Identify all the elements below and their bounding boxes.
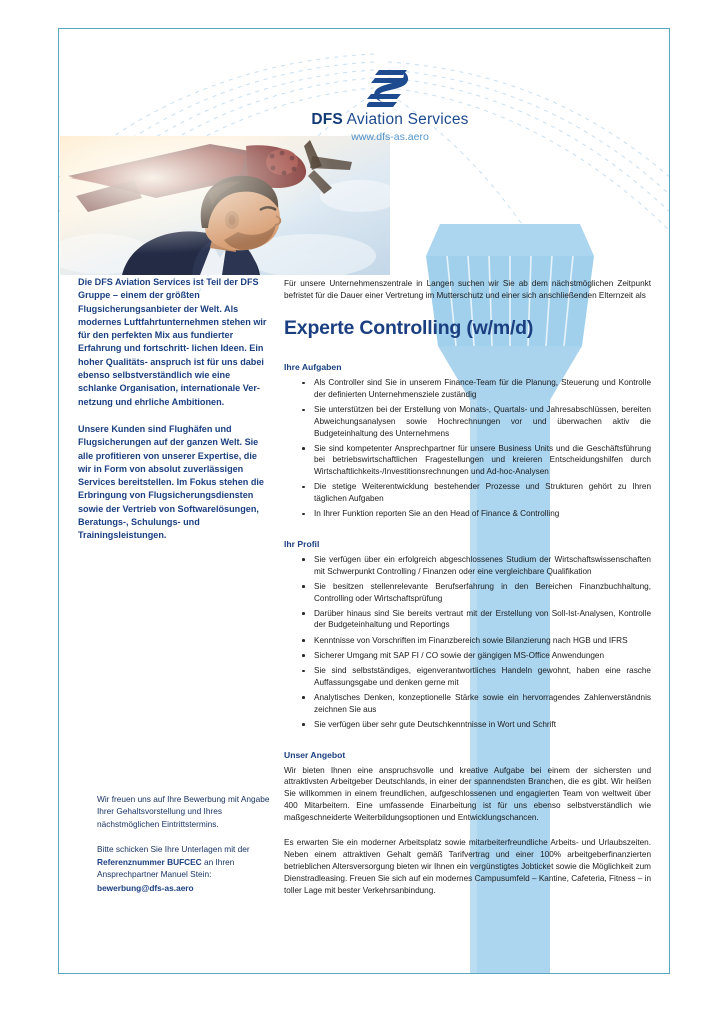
job-details-column <box>284 278 651 916</box>
list-item: Darüber hinaus sind Sie bereits vertraut mit der Erstellung von Soll-Ist-Analysen, Kontrolle der Budgeteinhaltung und Reportings <box>314 608 651 630</box>
instructions-post: an Ihren Ansprechpartner Manuel Stein: <box>97 856 235 880</box>
list-item: Kenntnisse von Vorschriften im Finanzbereich sowie Bilanzierung nach HGB und IFRS <box>314 635 651 647</box>
brand-logo-block <box>300 66 480 143</box>
section-aufgaben <box>284 362 651 520</box>
brand-name-rest: Aviation Services <box>342 111 469 128</box>
offer-paragraph: Es erwarten Sie ein moderner Arbeitsplatz sowie mitarbeiterfreundliche Arbeits- und Urlaubszeiten. Neben einem attraktiven Gehalt gemäß Tarifvertrag und einer 100% arbeitgeberfinanzierten betrieblichen Altersversorgung bieten wir Ihnen ein vergünstigtes Jobticket sowie die Möglichkeit zum Dienstradleasing. Freuen Sie sich auf ein modernes Campusumfeld – Kantine, Cafeteria, Fitness – in toller Lage mit bester Verkehrsanbindung. <box>284 838 651 895</box>
list-item: Sie sind kompetenter Ansprechpartner für unsere Business Units und die Geschäftsführung bei betriebswirtschaftlichen Fragestellungen und kreieren Entscheidungshilfen durch Wirtschaftlichkeits-/Investitionsrechnungen und Ad-hoc-Analysen <box>314 443 651 477</box>
job-title: Experte Controlling (w/m/d) <box>284 317 534 340</box>
aufgaben-list <box>284 377 651 520</box>
dfs-swoosh-logo-icon <box>367 66 413 108</box>
job-intro-text: Für unsere Unternehmenszentrale in Langen suchen wir Sie ab dem nächstmöglichen Zeitpunkt befristet für die Dauer einer Vertretung im Mutterschutz und einer sich anschließenden Elternzeit als <box>284 279 651 300</box>
section-angebot <box>284 750 651 897</box>
list-item: Sie unterstützen bei der Erstellung von Monats-, Quartals- und Jahresabschlüssen, bereiten Abweichungsanalysen sowie Hochrechnungen vor und überwachen aktiv die Budgeteinhaltung des Unternehmens <box>314 405 651 438</box>
profil-list <box>284 554 651 731</box>
brand-name-bold: DFS <box>311 111 343 128</box>
list-item: Sie verfügen über ein erfolgreich abgeschlossenes Studium der Wirtschaftswissenschaften mit Schwerpunkt Controlling / Finanzen oder eine vergleichbare Qualifikation <box>314 554 651 576</box>
section-heading: Ihr Profil <box>284 538 320 549</box>
section-profil <box>284 539 651 731</box>
list-item: Sie verfügen über sehr gute Deutschkenntnisse in Wort und Schrift <box>314 719 651 731</box>
company-paragraph: Die DFS Aviation Services ist Teil der DFS Gruppe – einem der größten Flugsicherungsanbieter der Welt. Als modernes Luftfahrtunternehmen stehen wir für den perfekten Mix aus fundierter Erfahrung und fortschritt- lichen Ideen. Ein hoher Qualitäts- anspruch ist für uns dabei ebenso selbstverständlich wie eine schlanke Organisation, internationale Ver- netzung und ehrliche Ambitionen. <box>78 277 267 407</box>
list-item: Analytisches Denken, konzeptionelle Stärke sowie ein hervorragendes Zahlenverständnis zeichnen Sie aus <box>314 692 651 714</box>
brand-name <box>300 111 480 129</box>
list-item: Sie besitzen stellenrelevante Berufserfahrung in den Bereichen Finanzbuchhaltung, Controlling oder Wirtschaftsprüfung <box>314 581 651 603</box>
list-item: Als Controller sind Sie in unserem Finance-Team für die Planung, Steuerung und Kontrolle der definierten Unternehmensziele zuständig <box>314 378 651 399</box>
company-description-sidebar <box>78 276 270 557</box>
list-item: Sicherer Umgang mit SAP FI / CO sowie der gängigen MS-Office Anwendungen <box>314 650 651 662</box>
application-note: Wir freuen uns auf Ihre Bewerbung mit Angabe Ihrer Gehaltsvorstellung und Ihres nächstmöglichen Eintrittstermins. <box>97 794 270 829</box>
list-item: Sie sind selbstständiges, eigenverantwortliches Handeln gewohnt, haben eine rasche Auffassungsgabe und denken gerne mit <box>314 666 651 687</box>
section-heading: Ihre Aufgaben <box>284 362 342 373</box>
application-email-link[interactable]: bewerbung@dfs-as.aero <box>97 883 194 894</box>
list-item: In Ihrer Funktion reporten Sie an den Head of Finance & Controlling <box>314 508 651 520</box>
reference-number: Referenznummer BUFCEC <box>97 856 202 867</box>
application-instructions <box>97 843 277 895</box>
instructions-pre: Bitte schicken Sie Ihre Unterlagen mit der <box>97 844 250 855</box>
brand-website-url[interactable]: www.dfs-as.aero <box>351 131 429 143</box>
section-heading: Unser Angebot <box>284 749 346 760</box>
company-paragraph: Unsere Kunden sind Flughäfen und Flugsicherungen auf der ganzen Welt. Sie alle profitieren von unserer Expertise, die wir in Form von absolut zuverlässigen Services bereitstellen. Im Fokus stehen die Erbringung von Flugsicherungsdiensten sowie der Vertrieb von Softwarelösungen, Beratungs-, Schulungs- und Trainingsleistungen. <box>78 423 264 541</box>
application-contact-block <box>97 793 277 895</box>
hero-photo <box>60 136 390 275</box>
offer-paragraph: Wir bieten Ihnen eine anspruchsvolle und kreative Aufgabe bei einem der sichersten und attraktivsten Arbeitgeber Deutschlands, in einer der spannendsten Branchen, die es gibt. Wir heißen Sie willkommen in einem freundlichen, aufgeschlossenen und engagierten Team von weltweit über 400 Mitarbeitern. Eine umfassende Einarbeitung ist für uns ebenso selbstverständlich wie maßgeschneiderte Weiterbildungsoptionen und Entwicklungschancen. <box>284 765 651 823</box>
list-item: Die stetige Weiterentwicklung bestehender Prozesse und Strukturen gehört zu Ihren täglichen Aufgaben <box>314 482 651 504</box>
